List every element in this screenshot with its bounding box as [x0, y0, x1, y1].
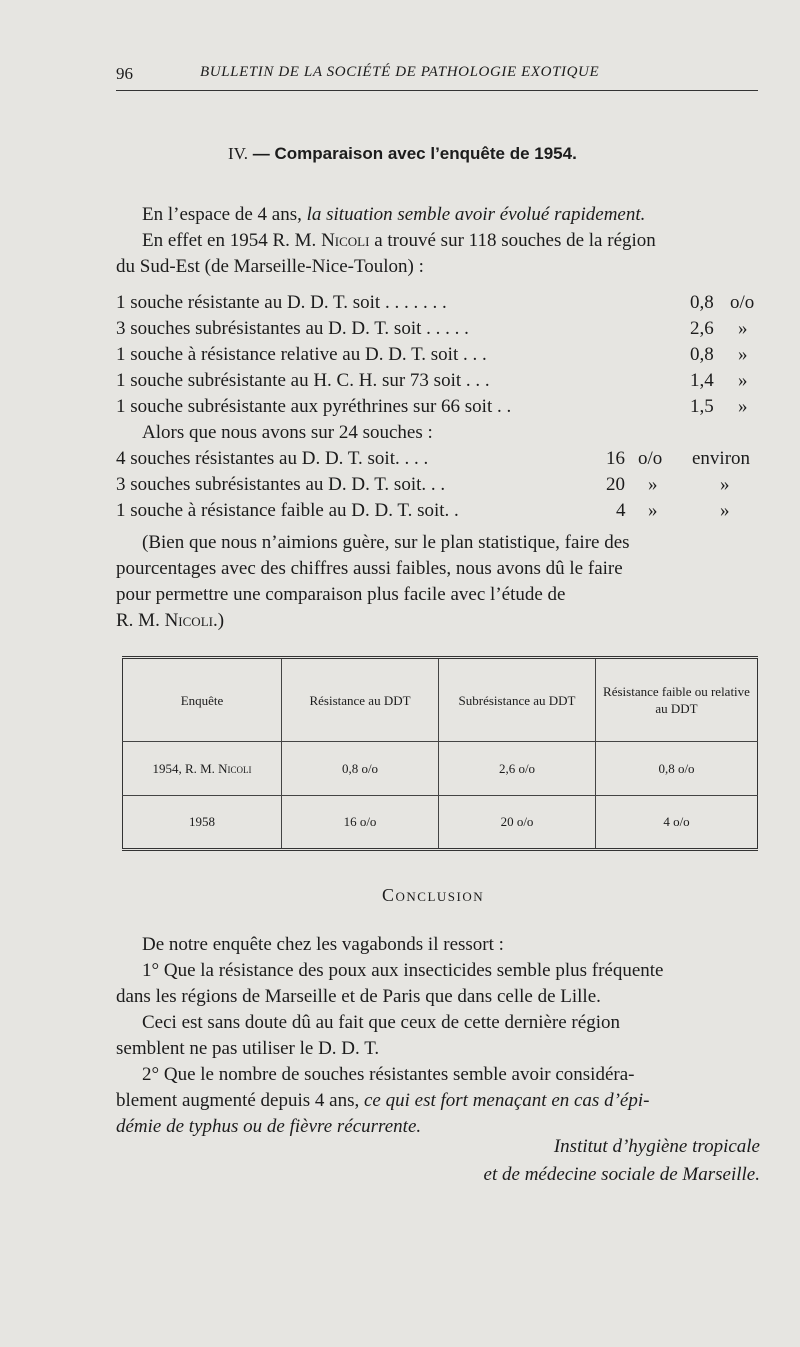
list-item-value: 1,4 [690, 370, 714, 391]
list-item-text: 1 souche subrésistante aux pyréthrines sur 66 soit . . [116, 396, 512, 417]
conclusion-line: Ceci est sans doute dû au fait que ceux de cette dernière région [142, 1012, 620, 1033]
intro-line-2 [116, 228, 760, 254]
conclusion-line: démie de typhus ou de fièvre récurrente. [116, 1116, 422, 1137]
list-item-value: 2,6 [690, 318, 714, 339]
intro-text: En effet en 1954 R. M. [142, 230, 322, 251]
signature-line-1: Institut d’hygiène tropicale [553, 1136, 760, 1157]
list-item [116, 396, 766, 422]
list-item-extra: environ [692, 448, 751, 469]
conclusion-line [116, 1088, 760, 1114]
intro-emphasis: la situation semble avoir évolué rapidement. [306, 204, 646, 225]
intro-text: a trouvé sur 118 souches de la région [369, 230, 656, 251]
column-header: Résistance au DDT [282, 658, 439, 742]
conclusion-title: Conclusion [382, 885, 485, 905]
table-cell-enquete: 1958 [123, 796, 282, 850]
list-item [116, 370, 766, 396]
comparison-table [122, 656, 758, 851]
list-item-text: 1 souche subrésistante au H. C. H. sur 73 soit . . . [116, 370, 490, 391]
conclusion-line: De notre enquête chez les vagabonds il ressort : [142, 934, 504, 955]
table-cell: 4 o/o [596, 796, 758, 850]
note-paragraph [116, 530, 760, 634]
list-item-unit: o/o [638, 448, 663, 469]
note-line-1: (Bien que nous n’aimions guère, sur le plan statistique, faire des [142, 532, 630, 553]
list-item-text: 1 souche à résistance faible au D. D. T. soit. . [116, 500, 459, 521]
list-item-text: 3 souches subrésistantes au D. D. T. soit. . . [116, 474, 446, 495]
list-item-unit: » [738, 318, 748, 339]
list-item-value: 1,5 [690, 396, 714, 417]
column-header: Enquête [180, 692, 224, 708]
page-number: 96 [116, 64, 133, 83]
author-name: Nicoli [218, 760, 252, 776]
list-item-value: 20 [606, 474, 625, 495]
intro-line-1 [116, 202, 760, 228]
list-item-value: 0,8 [690, 344, 714, 365]
list-item-value: 16 [606, 448, 625, 469]
author-name: Nicoli [321, 230, 370, 251]
conclusion-body [116, 932, 760, 1140]
signature-line-2: et de médecine sociale de Marseille. [483, 1164, 760, 1185]
cell-text: 1954, R. M. [152, 760, 219, 776]
list-item-extra: » [720, 500, 730, 521]
running-title: BULLETIN DE LA SOCIÉTÉ DE PATHOLOGIE EXOTIQUE [200, 64, 600, 80]
table-row [123, 742, 758, 796]
intro-text: En l’espace de 4 ans, [142, 204, 307, 225]
conclusion-line: dans les régions de Marseille et de Paris que dans celle de Lille. [116, 986, 601, 1007]
list-item [116, 318, 766, 344]
table-cell: 16 o/o [282, 796, 439, 850]
conclusion-text: blement augmenté depuis 4 ans, [116, 1090, 364, 1111]
list-item-value: 0,8 [690, 292, 714, 313]
column-header: Résistance faible ou relative au DDT [596, 658, 758, 742]
conclusion-line: semblent ne pas utiliser le D. D. T. [116, 1038, 380, 1059]
list-item-unit: » [738, 370, 748, 391]
table-row [123, 796, 758, 850]
section-title [228, 144, 577, 164]
list-item [116, 344, 766, 370]
list-item-unit: » [648, 474, 658, 495]
note-text: R. M. [116, 610, 165, 631]
table-cell: 20 o/o [439, 796, 596, 850]
table-header-row [123, 658, 758, 742]
alors-que-line: Alors que nous avons sur 24 souches : [142, 422, 433, 443]
list-item-unit: » [738, 344, 748, 365]
column-header: Subrésistance au DDT [439, 658, 596, 742]
conclusion-line: 2° Que le nombre de souches résistantes semble avoir considéra- [142, 1064, 635, 1085]
list-item [116, 474, 766, 500]
section-title-text: — Comparaison avec l’enquête de 1954. [252, 144, 577, 163]
table-cell: 0,8 o/o [282, 742, 439, 796]
list-item-extra: » [720, 474, 730, 495]
list-item [116, 500, 766, 526]
note-line-3: pour permettre une comparaison plus facile avec l’étude de [116, 584, 566, 605]
table-cell: 0,8 o/o [596, 742, 758, 796]
list-item-unit: » [648, 500, 658, 521]
author-name: Nicoli [164, 610, 213, 631]
note-line-4 [116, 608, 760, 634]
page-header [116, 58, 758, 91]
list-item-value: 4 [616, 500, 626, 521]
list-item-unit: o/o [730, 292, 755, 313]
note-text: .) [212, 610, 225, 631]
list-item [116, 448, 766, 474]
table-cell: 2,6 o/o [439, 742, 596, 796]
table-cell-enquete [123, 742, 282, 796]
list-item-unit: » [738, 396, 748, 417]
intro-line-3: du Sud-Est (de Marseille-Nice-Toulon) : [116, 256, 424, 277]
note-line-2: pourcentages avec des chiffres aussi faibles, nous avons dû le faire [116, 558, 623, 579]
list-item-text: 1 souche à résistance relative au D. D. T. soit . . . [116, 344, 487, 365]
section-numeral: IV. [228, 144, 248, 163]
conclusion-line: 1° Que la résistance des poux aux insecticides semble plus fréquente [142, 960, 664, 981]
list-item [116, 292, 766, 318]
list-item-text: 1 souche résistante au D. D. T. soit . . . . . . . [116, 292, 447, 313]
conclusion-emphasis: ce qui est fort menaçant en cas d’épi- [364, 1090, 650, 1111]
list-item-text: 4 souches résistantes au D. D. T. soit. . . . [116, 448, 429, 469]
list-item-text: 3 souches subrésistantes au D. D. T. soit . . . . . [116, 318, 469, 339]
intro-paragraph [116, 202, 760, 280]
